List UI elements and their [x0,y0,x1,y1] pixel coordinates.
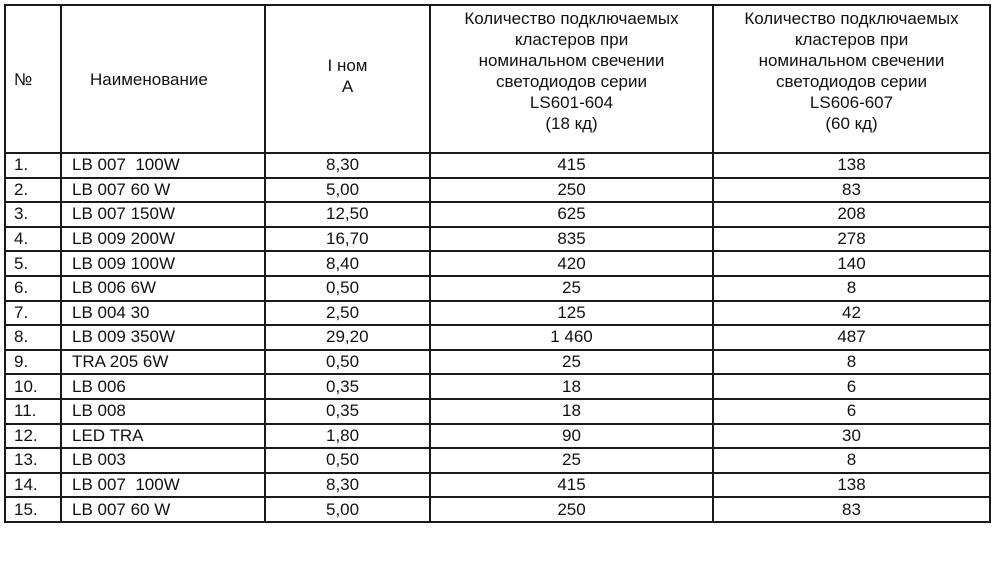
header-number: № [5,5,61,153]
row-nominal-current: 2,50 [265,301,430,326]
row-nominal-current: 8,40 [265,251,430,276]
row-number: 5. [5,251,61,276]
row-number: 2. [5,178,61,203]
row-nominal-current: 0,50 [265,276,430,301]
row-nominal-current: 12,50 [265,202,430,227]
table-row [5,202,990,227]
header-line: LS606-607 [809,93,894,112]
header-line: Количество подключаемых [744,9,959,28]
header-line: LS601-604 [529,93,614,112]
row-clusters-ls606: 30 [713,424,990,449]
row-name: LB 007 150W [61,202,265,227]
row-nominal-current: 0,35 [265,399,430,424]
table-row [5,227,990,252]
row-nominal-current: 8,30 [265,473,430,498]
row-nominal-current: 16,70 [265,227,430,252]
header-name: Наименование [61,5,265,153]
header-clusters-ls606 [713,5,990,153]
row-clusters-ls606: 42 [713,301,990,326]
row-clusters-ls606: 6 [713,399,990,424]
header-line: номинальном свечении [478,51,665,70]
row-clusters-ls606: 8 [713,350,990,375]
row-nominal-current: 8,30 [265,153,430,178]
table-row [5,276,990,301]
header-line: светодиодов серии [776,72,927,91]
row-number: 4. [5,227,61,252]
row-name: LB 003 [61,448,265,473]
row-clusters-ls606: 138 [713,153,990,178]
row-name: LB 009 200W [61,227,265,252]
row-name: TRA 205 6W [61,350,265,375]
row-nominal-current: 5,00 [265,497,430,522]
row-clusters-ls601: 250 [430,497,713,522]
row-name: LB 007 100W [61,153,265,178]
row-clusters-ls601: 1 460 [430,325,713,350]
row-number: 6. [5,276,61,301]
row-number: 1. [5,153,61,178]
row-name: LB 007 60 W [61,178,265,203]
header-line: (18 кд) [545,114,598,133]
header-line: кластеров при [794,30,909,49]
row-clusters-ls601: 625 [430,202,713,227]
header-line: светодиодов серии [496,72,647,91]
header-line: номинальном свечении [758,51,945,70]
row-name: LB 008 [61,399,265,424]
row-clusters-ls601: 18 [430,374,713,399]
row-number: 8. [5,325,61,350]
row-clusters-ls601: 835 [430,227,713,252]
table-row [5,473,990,498]
row-nominal-current: 0,50 [265,448,430,473]
row-clusters-ls606: 278 [713,227,990,252]
table-row [5,251,990,276]
row-number: 7. [5,301,61,326]
row-number: 15. [5,497,61,522]
row-clusters-ls606: 208 [713,202,990,227]
table-row [5,399,990,424]
header-line: (60 кд) [825,114,878,133]
table-row [5,178,990,203]
row-name: LB 004 30 [61,301,265,326]
table-body [5,153,990,522]
row-clusters-ls601: 25 [430,350,713,375]
row-clusters-ls606: 138 [713,473,990,498]
row-clusters-ls601: 415 [430,473,713,498]
row-clusters-ls601: 25 [430,448,713,473]
table-row [5,325,990,350]
row-number: 10. [5,374,61,399]
header-line: кластеров при [514,30,629,49]
header-clusters-ls601 [430,5,713,153]
row-nominal-current: 5,00 [265,178,430,203]
row-nominal-current: 0,35 [265,374,430,399]
table-row [5,374,990,399]
row-number: 3. [5,202,61,227]
row-clusters-ls606: 487 [713,325,990,350]
header-nominal-current-label: I ном [327,56,368,75]
table-row [5,153,990,178]
row-name: LB 009 100W [61,251,265,276]
row-clusters-ls601: 90 [430,424,713,449]
row-clusters-ls606: 6 [713,374,990,399]
row-clusters-ls606: 83 [713,178,990,203]
row-nominal-current: 0,50 [265,350,430,375]
row-name: LB 007 60 W [61,497,265,522]
row-nominal-current: 29,20 [265,325,430,350]
row-clusters-ls601: 18 [430,399,713,424]
table-row [5,448,990,473]
table-row [5,301,990,326]
header-nominal-current-unit: А [341,77,354,96]
row-number: 11. [5,399,61,424]
table-row [5,424,990,449]
lamp-cluster-table [4,4,991,523]
row-number: 12. [5,424,61,449]
row-clusters-ls601: 415 [430,153,713,178]
row-clusters-ls601: 25 [430,276,713,301]
header-nominal-current [265,5,430,153]
row-nominal-current: 1,80 [265,424,430,449]
row-name: LB 006 6W [61,276,265,301]
document-page [4,4,991,523]
row-clusters-ls606: 83 [713,497,990,522]
row-name: LB 006 [61,374,265,399]
row-clusters-ls601: 250 [430,178,713,203]
row-number: 14. [5,473,61,498]
row-clusters-ls601: 125 [430,301,713,326]
row-number: 13. [5,448,61,473]
row-clusters-ls606: 8 [713,276,990,301]
row-clusters-ls606: 8 [713,448,990,473]
table-header [5,5,990,153]
row-name: LED TRA [61,424,265,449]
header-row [5,5,990,153]
row-clusters-ls606: 140 [713,251,990,276]
table-row [5,350,990,375]
row-clusters-ls601: 420 [430,251,713,276]
row-number: 9. [5,350,61,375]
header-line: Количество подключаемых [464,9,679,28]
row-name: LB 009 350W [61,325,265,350]
table-row [5,497,990,522]
row-name: LB 007 100W [61,473,265,498]
